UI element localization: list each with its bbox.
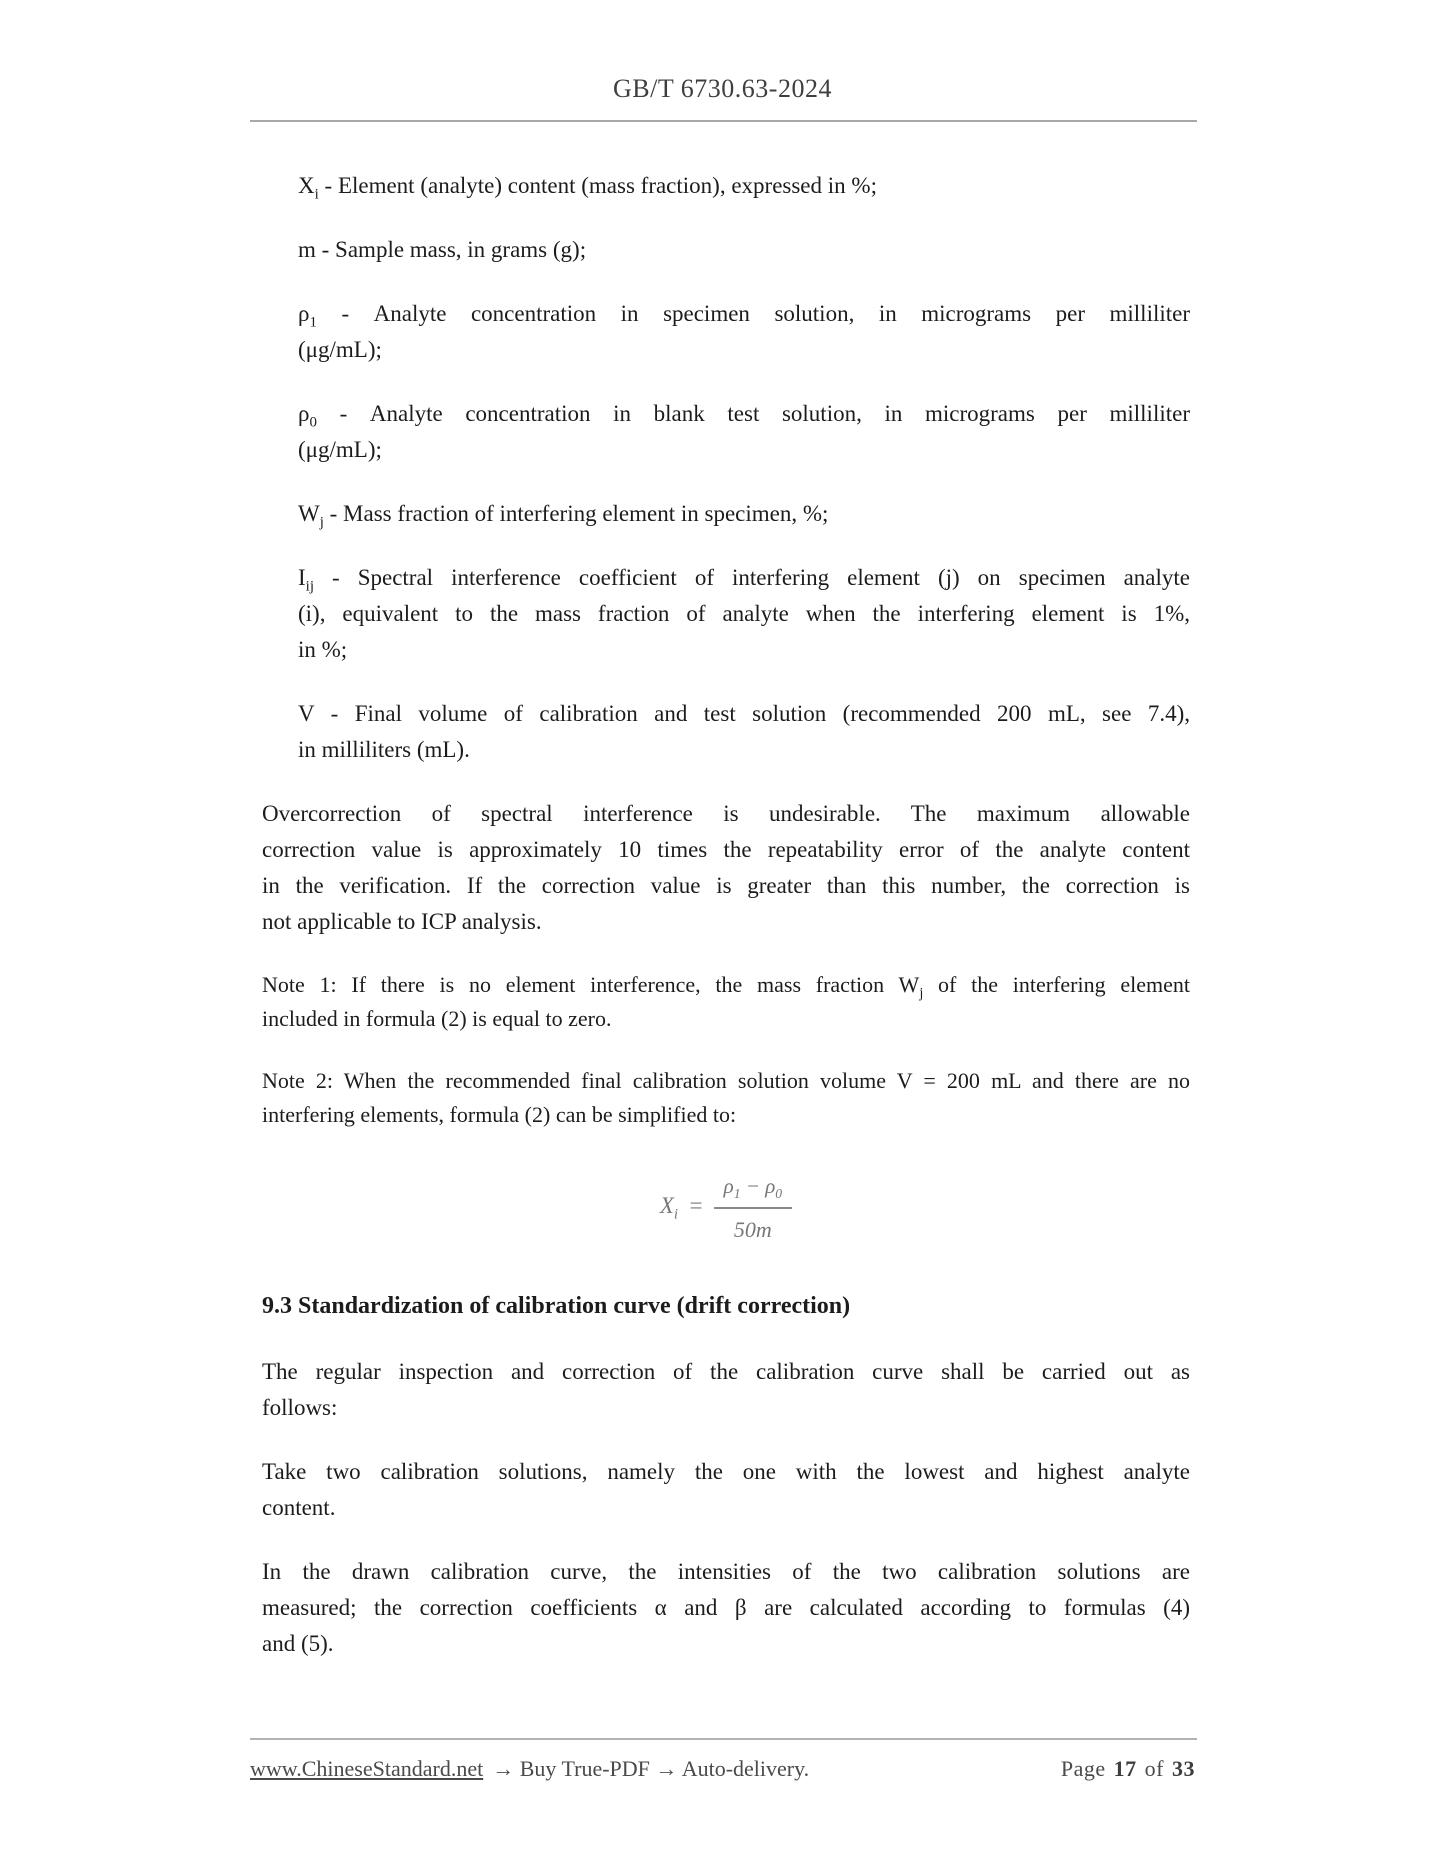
section-heading: 9.3 Standardization of calibration curve (drift correction) bbox=[262, 1293, 851, 1319]
text-line: measured; the correction coefficients α and β are calculated according to formulas (4) bbox=[262, 1595, 1190, 1620]
page-word: Page bbox=[1060, 1756, 1106, 1781]
definition-item bbox=[262, 396, 1190, 468]
text-line: correction value is approximately 10 times the repeatability error of the analyte content bbox=[262, 837, 1190, 862]
text-line: Note 2: When the recommended final calibration solution volume V = 200 mL and there are no bbox=[262, 1068, 1190, 1093]
current-page-number: 17 bbox=[1113, 1756, 1137, 1781]
text-line: $\rho_1$ - Analyte concentration in specimen solution, in micrograms per milliliter bbox=[298, 301, 1190, 331]
text-line: Note 1: If there is no element interference, the mass fraction $W_j$ of the interfering element bbox=[262, 972, 1191, 1002]
formula-lhs: $X_i$ bbox=[659, 1193, 679, 1223]
text-line: not applicable to ICP analysis. bbox=[262, 909, 542, 934]
definition-item bbox=[262, 560, 1190, 668]
footer-row bbox=[250, 1740, 1197, 1782]
footer-promo bbox=[250, 1756, 809, 1782]
body-paragraph bbox=[262, 1554, 1190, 1662]
standard-number-title: GB/T 6730.63-2024 bbox=[613, 74, 832, 103]
page-header bbox=[0, 0, 1445, 122]
text-line: in milliliters (mL). bbox=[298, 737, 470, 762]
text-line: $I_{ij}$ - Spectral interference coefficient of interfering element (j) on specimen analyte bbox=[298, 565, 1190, 595]
text-line: In the drawn calibration curve, the intensities of the two calibration solutions are bbox=[262, 1559, 1190, 1584]
chinesestandard-link[interactable]: www.ChineseStandard.net bbox=[250, 1756, 484, 1781]
total-page-count: 33 bbox=[1172, 1756, 1195, 1781]
definition-item bbox=[262, 168, 1190, 204]
text-line: The regular inspection and correction of the calibration curve shall be carried out as bbox=[262, 1359, 1190, 1384]
definition-item bbox=[262, 232, 1190, 268]
text-line: included in formula (2) is equal to zero. bbox=[262, 1006, 612, 1031]
fraction-denominator: 50m bbox=[733, 1217, 772, 1242]
note-paragraph bbox=[262, 1064, 1190, 1132]
text-line: in the verification. If the correction value is greater than this number, the correction is bbox=[262, 873, 1190, 898]
text-line: $W_j$ - Mass fraction of interfering element in specimen, %; bbox=[298, 501, 829, 531]
text-line: follows: bbox=[262, 1395, 338, 1420]
fraction-numerator: $\rho_1 - \rho_0$ bbox=[714, 1168, 793, 1209]
text-line: $\rho_0$ - Analyte concentration in blank test solution, in micrograms per milliliter bbox=[298, 401, 1190, 431]
definition-item bbox=[262, 696, 1190, 768]
text-line: Overcorrection of spectral interference is undesirable. The maximum allowable bbox=[262, 801, 1190, 826]
text-line: m - Sample mass, in grams (g); bbox=[298, 237, 587, 262]
page-footer bbox=[250, 1738, 1197, 1782]
header-divider bbox=[250, 120, 1197, 122]
text-line: V - Final volume of calibration and test solution (recommended 200 mL, see 7.4), bbox=[298, 701, 1190, 726]
document-body bbox=[262, 168, 1190, 1662]
text-line: in %; bbox=[298, 637, 348, 662]
body-paragraph bbox=[262, 1354, 1190, 1426]
text-line: $X_i$ - Element (analyte) content (mass fraction), expressed in %; bbox=[298, 173, 877, 203]
text-line: interfering elements, formula (2) can be simplified to: bbox=[262, 1102, 737, 1127]
body-paragraph bbox=[262, 1454, 1190, 1526]
body-paragraph bbox=[262, 796, 1190, 940]
simplified-formula bbox=[262, 1168, 1190, 1248]
fraction bbox=[714, 1168, 793, 1248]
text-line: (i), equivalent to the mass fraction of analyte when the interfering element is 1%, bbox=[298, 601, 1190, 626]
equals-sign: = bbox=[688, 1193, 704, 1219]
of-word: of bbox=[1144, 1756, 1164, 1781]
text-line: Take two calibration solutions, namely the one with the lowest and highest analyte bbox=[262, 1459, 1190, 1484]
definition-item bbox=[262, 296, 1190, 368]
text-line: (μg/mL); bbox=[298, 337, 382, 362]
definition-item bbox=[262, 496, 1190, 532]
text-line: (μg/mL); bbox=[298, 437, 382, 462]
text-line: content. bbox=[262, 1495, 336, 1520]
text-line: and (5). bbox=[262, 1631, 334, 1656]
footer-promo-text: → Buy True-PDF → Auto-delivery. bbox=[492, 1756, 810, 1781]
note-paragraph bbox=[262, 968, 1190, 1036]
page-number bbox=[1061, 1756, 1197, 1782]
